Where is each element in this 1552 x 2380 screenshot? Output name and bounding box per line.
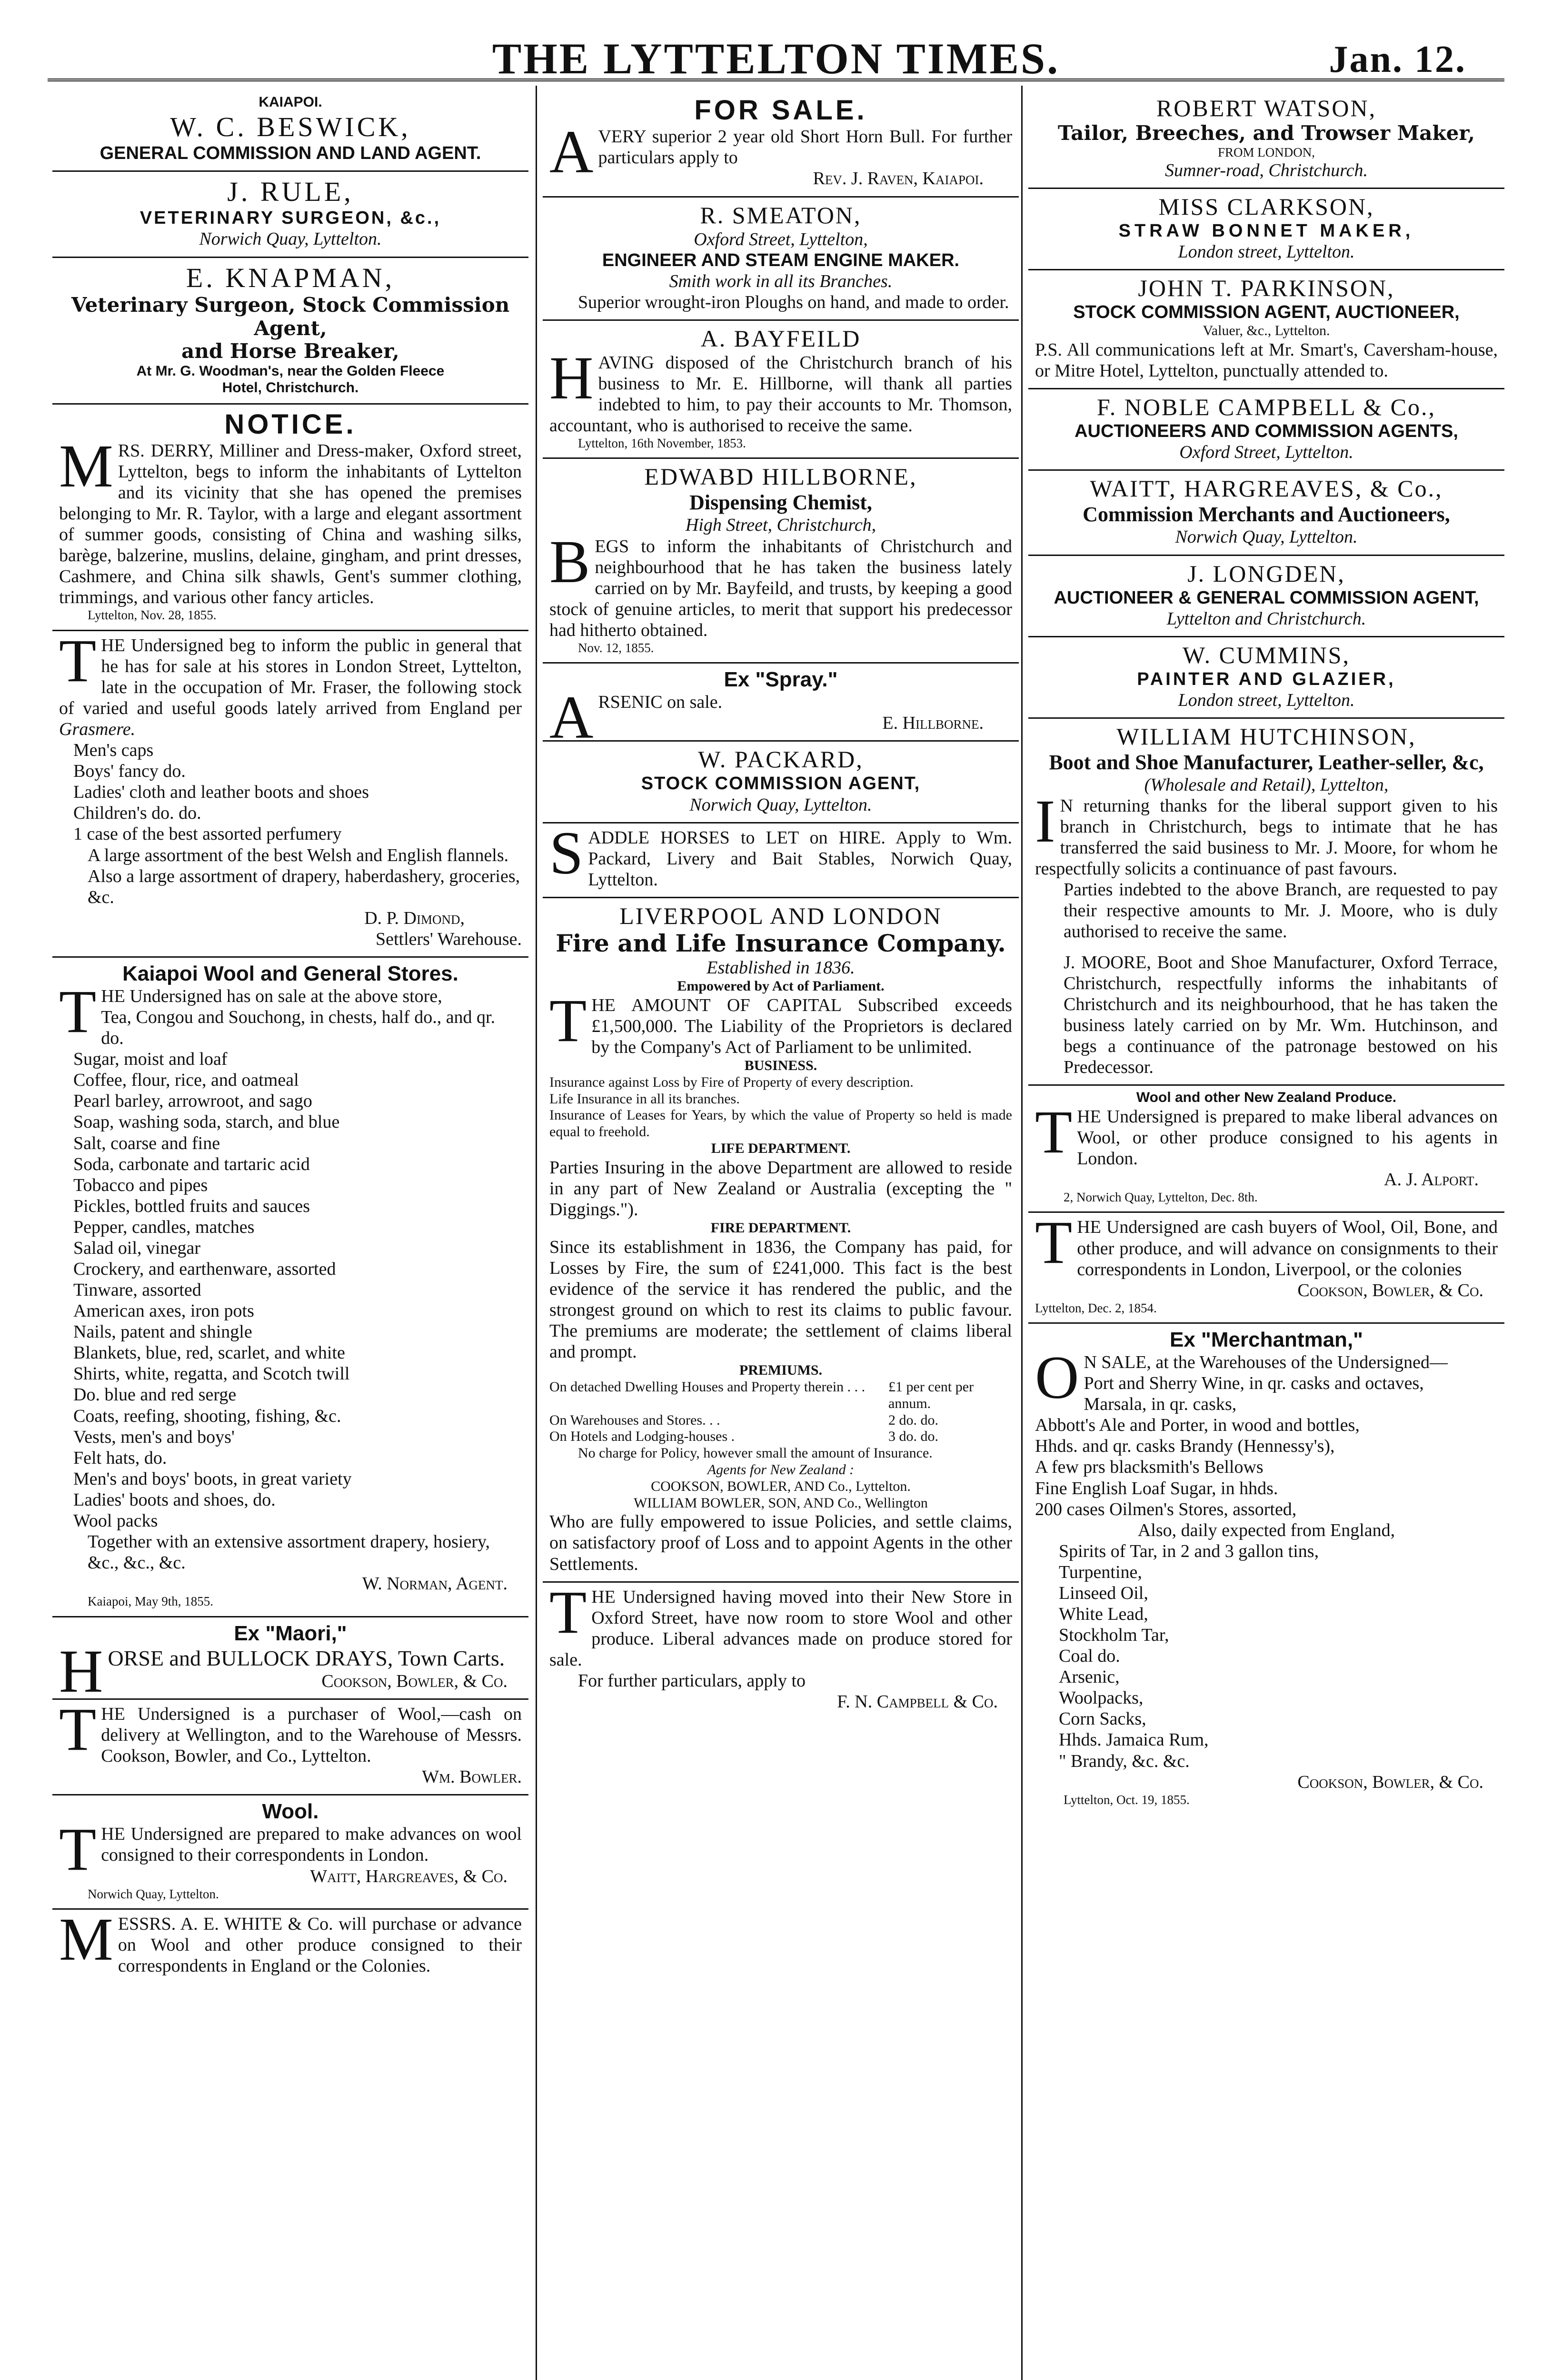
section-heading: BUSINESS. bbox=[744, 1057, 817, 1073]
ad-body: No charge for Policy, however small the amount of Insurance. bbox=[578, 1445, 933, 1461]
column-3 bbox=[1028, 90, 1504, 2380]
ad-address: At Mr. G. Woodman's, near the Golden Fleece bbox=[136, 363, 445, 379]
ad-address: Norwich Quay, Lyttelton. bbox=[88, 1886, 219, 1901]
ad-heading: Wool. bbox=[262, 1800, 319, 1824]
list-item: Vests, men's and boys' bbox=[73, 1427, 235, 1447]
ad-body: Since its establishment in 1836, the Company has paid, for Losses by Fire, the sum of £241,000. This fact is the best evidence of the service it has rendered the public, and the strongest ground on which to rest its claims to public favour. The premiums are moderate; the settlement of claims liberal and prompt. bbox=[549, 1237, 1012, 1362]
ad-body: THE Undersigned has on sale at the above store, bbox=[59, 977, 442, 1045]
ad-name: JOHN T. PARKINSON, bbox=[1138, 275, 1395, 302]
ad-signature: Settlers' Warehouse. bbox=[375, 929, 522, 949]
ad-signature: D. P. Dimond, bbox=[364, 908, 465, 928]
list-item: Nails, patent and shingle bbox=[73, 1322, 252, 1342]
ad-place: KAIAPOI. bbox=[259, 94, 322, 110]
ad-address: Norwich Quay, Lyttelton. bbox=[1175, 527, 1358, 547]
ad-name: WAITT, HARGREAVES, & Co., bbox=[1090, 475, 1443, 502]
list-item: Soda, carbonate and tartaric acid bbox=[73, 1154, 310, 1174]
ad-signature: F. N. Campbell & Co. bbox=[837, 1692, 998, 1712]
list-item: Blankets, blue, red, scarlet, and white bbox=[73, 1343, 345, 1363]
ad-derry bbox=[52, 405, 528, 631]
ad-name: F. NOBLE CAMPBELL & Co., bbox=[1096, 394, 1436, 421]
ad-heading: NOTICE. bbox=[224, 408, 357, 440]
ad-insurance bbox=[543, 898, 1019, 1583]
ad-body: HAVING disposed of the Christchurch branch of his business to Mr. E. Hillborne, will thank all parties indebted to him, to pay their accounts to Mr. Thomson, accountant, who is authorised to receive the same. bbox=[549, 344, 1012, 436]
newspaper-title: THE LYTTELTON TIMES. bbox=[492, 34, 1060, 83]
ad-body: Who are fully empowered to issue Policies, and settle claims, on satisfactory proof of Loss and to appoint Agents in the other Settlements. bbox=[549, 1512, 1012, 1574]
ad-body: For further particulars, apply to bbox=[578, 1670, 806, 1691]
premium-rate: £1 per cent per annum. bbox=[888, 1379, 974, 1411]
list-item: Corn Sacks, bbox=[1059, 1709, 1146, 1729]
ad-body: THE Undersigned are cash buyers of Wool, Oil, Bone, and other produce, and will advance on consignments to their correspondents in London, Liverpool, or the colonies bbox=[1035, 1209, 1498, 1279]
ad-clarkson bbox=[1028, 189, 1504, 270]
ad-body: BEGS to inform the inhabitants of Christchurch and neighbourhood that he has taken the business lately carried on by Mr. Bayfeild, and trusts, by keeping a good stock of genuine articles, to merit that support his predecessor had hitherto obtained. bbox=[549, 527, 1012, 640]
ad-title: Tailor, Breeches, and Trowser Maker, bbox=[1057, 121, 1475, 145]
ad-title: ENGINEER AND STEAM ENGINE MAKER. bbox=[602, 250, 960, 270]
list-item: Coal do. bbox=[1059, 1646, 1120, 1666]
list-item: Boys' fancy do. bbox=[73, 761, 186, 782]
ad-title: PAINTER AND GLAZIER, bbox=[1137, 669, 1396, 689]
ad-name: WILLIAM HUTCHINSON, bbox=[1116, 723, 1416, 750]
goods-list bbox=[59, 740, 522, 844]
ad-name: LIVERPOOL AND LONDON bbox=[619, 902, 942, 929]
ad-name: J. RULE, bbox=[227, 176, 354, 208]
ad-saddle-horses bbox=[543, 819, 1019, 898]
column-rule bbox=[1021, 86, 1023, 2380]
ad-act: Empowered by Act of Parliament. bbox=[677, 978, 885, 994]
ad-body: THE Undersigned is prepared to make liberal advances on Wool, or other produce consigned to his agents in London. bbox=[1035, 1098, 1498, 1169]
ad-body: ARSENIC on sale. bbox=[549, 684, 723, 752]
ad-noble-campbell bbox=[1028, 389, 1504, 471]
premium-row bbox=[549, 1412, 1012, 1429]
ad-title: STRAW BONNET MAKER, bbox=[1118, 221, 1414, 241]
ad-bayfeild bbox=[543, 321, 1019, 459]
ad-address: High Street, Christchurch, bbox=[685, 515, 876, 536]
ad-signature: A. J. Alport. bbox=[1384, 1170, 1479, 1190]
ad-address: Lyttelton and Christchurch. bbox=[1166, 608, 1366, 629]
ad-body: Insurance against Loss by Fire of Property of every description. bbox=[549, 1074, 914, 1090]
agent-name: WILLIAM BOWLER, SON, AND Co., Wellington bbox=[634, 1495, 928, 1511]
ad-title: STOCK COMMISSION AGENT, AUCTIONEER, bbox=[1073, 302, 1460, 323]
list-item: Arsenic, bbox=[1059, 1667, 1120, 1687]
ad-waitt bbox=[1028, 471, 1504, 555]
list-item: Salt, coarse and fine bbox=[73, 1133, 220, 1153]
list-item: Pearl barley, arrowroot, and sago bbox=[73, 1091, 312, 1111]
premium-label: On Warehouses and Stores. . . bbox=[549, 1412, 720, 1428]
list-item: Stockholm Tar, bbox=[1059, 1625, 1169, 1646]
premium-row bbox=[549, 1379, 1012, 1412]
ad-subtitle: Smith work in all its Branches. bbox=[669, 271, 893, 291]
agent-name: COOKSON, BOWLER, AND Co., Lyttelton. bbox=[651, 1478, 911, 1494]
ad-heading: Ex "Maori," bbox=[234, 1621, 347, 1645]
ad-date: Lyttelton, Nov. 28, 1855. bbox=[88, 608, 217, 623]
ad-parkinson bbox=[1028, 270, 1504, 389]
ad-signature: E. Hillborne. bbox=[882, 713, 984, 734]
ad-date: Lyttelton, Dec. 2, 1854. bbox=[1035, 1300, 1157, 1315]
ad-hutchinson bbox=[1028, 719, 1504, 1086]
premium-row bbox=[549, 1428, 1012, 1445]
ad-signature: Wm. Bowler. bbox=[422, 1767, 522, 1787]
list-item: Children's do. do. bbox=[73, 803, 201, 823]
list-item: American axes, iron pots bbox=[73, 1301, 254, 1321]
ad-date: Lyttelton, Oct. 19, 1855. bbox=[1064, 1792, 1190, 1807]
ad-body: THE Undersigned having moved into their New Store in Oxford Street, have now room to store Wool and other produce. Liberal advances made on produce stored for sale. bbox=[549, 1578, 1012, 1670]
ad-name: R. SMEATON, bbox=[700, 201, 862, 228]
ad-signature: Rev. J. Raven, Kaiapoi. bbox=[813, 169, 984, 189]
masthead bbox=[48, 14, 1504, 86]
ad-date: Nov. 12, 1855. bbox=[578, 640, 654, 655]
list-item: Fine English Loaf Sugar, in hhds. bbox=[1035, 1478, 1278, 1498]
ad-name: EDWABD HILLBORNE, bbox=[644, 463, 917, 490]
list-item: Salad oil, vinegar bbox=[73, 1238, 200, 1258]
column-rule bbox=[536, 86, 537, 2380]
ad-title: GENERAL COMMISSION AND LAND AGENT. bbox=[99, 143, 481, 164]
ad-title: Boot and Shoe Manufacturer, Leather-seller, &c, bbox=[1049, 750, 1484, 774]
ad-subtitle: Valuer, &c., Lyttelton. bbox=[1203, 323, 1330, 339]
ad-address: Hotel, Christchurch. bbox=[222, 379, 359, 396]
ad-body: Also, daily expected from England, bbox=[1137, 1520, 1395, 1540]
ad-name: J. LONGDEN, bbox=[1187, 560, 1345, 587]
list-item: Pepper, candles, matches bbox=[73, 1217, 255, 1237]
ad-wool bbox=[52, 1795, 528, 1910]
list-item: Men's caps bbox=[73, 740, 154, 761]
ad-name: W. PACKARD, bbox=[698, 746, 864, 773]
ad-heading: Ex "Merchantman," bbox=[1169, 1328, 1363, 1352]
list-item: Turpentine, bbox=[1059, 1562, 1142, 1582]
list-item: " Brandy, &c. &c. bbox=[1059, 1751, 1190, 1771]
ad-address: Oxford Street, Lyttelton, bbox=[694, 229, 868, 249]
ad-cookson bbox=[1028, 1209, 1504, 1324]
ad-body: THE Undersigned is a purchaser of Wool,—cash on delivery at Wellington, and to the Warehouse of Messrs. Cookson, Bowler, and Co., Lyttelton. bbox=[59, 1696, 522, 1766]
premium-rate: 3 do. do. bbox=[888, 1428, 938, 1445]
ad-white bbox=[52, 1905, 528, 1983]
list-item: Hhds. and qr. casks Brandy (Hennessy's), bbox=[1035, 1436, 1335, 1457]
ad-for-sale bbox=[543, 90, 1019, 198]
list-item: Felt hats, do. bbox=[73, 1448, 167, 1468]
ad-name: E. KNAPMAN, bbox=[186, 262, 395, 293]
ad-body: Superior wrought-iron Ploughs on hand, and made to order. bbox=[578, 292, 1009, 312]
ad-subtitle: FROM LONDON, bbox=[1217, 145, 1315, 159]
ad-date: Lyttelton, 16th November, 1853. bbox=[578, 436, 746, 451]
list-item: Men's and boys' boots, in great variety bbox=[73, 1468, 352, 1489]
ad-date: Kaiapoi, May 9th, 1855. bbox=[88, 1594, 213, 1609]
list-item: Port and Sherry Wine, in qr. casks and octaves, bbox=[1084, 1373, 1424, 1394]
ad-body: THE Undersigned are prepared to make advances on wool consigned to their correspondents in London. bbox=[59, 1815, 522, 1884]
list-item: White Lead, bbox=[1059, 1604, 1148, 1625]
ad-body: Parties Insuring in the above Department are allowed to reside in any part of New Zealand or Australia (excepting the " Diggings."). bbox=[549, 1157, 1012, 1220]
ad-heading: Kaiapoi Wool and General Stores. bbox=[122, 962, 458, 985]
ad-name: W. C. BESWICK, bbox=[170, 111, 411, 142]
list-item: Linseed Oil, bbox=[1059, 1583, 1148, 1603]
ad-campbell-store bbox=[543, 1578, 1019, 1719]
list-item: Ladies' cloth and leather boots and shoes bbox=[73, 782, 369, 803]
ad-body: Insurance of Leases for Years, by which the value of Property so held is made equal to freehold. bbox=[549, 1107, 1012, 1140]
ad-title: VETERINARY SURGEON, &c., bbox=[139, 208, 441, 228]
list-item: Do. blue and red serge bbox=[73, 1385, 237, 1405]
section-heading: PREMIUMS. bbox=[739, 1362, 823, 1378]
ad-established: Established in 1836. bbox=[706, 957, 855, 978]
ad-body: MRS. DERRY, Milliner and Dress-maker, Oxford street, Lyttelton, begs to inform the inhabitants of Lyttelton and its vicinity that she has opened the premises belonging to Mr. R. Taylor, with a large and elegant assortment of summer goods, consisting of China and washing silks, barège, balzerine, muslins, delaine, gingham, and print dresses, Cashmere, and China silk shawls, Gent's summer clothing, trimmings, and various other fancy articles. bbox=[59, 432, 522, 608]
premium-rate: 2 do. do. bbox=[888, 1412, 938, 1428]
ad-body: HORSE and BULLOCK DRAYS, Town Carts. bbox=[59, 1637, 505, 1705]
ad-packard bbox=[543, 742, 1019, 823]
ad-heading: FOR SALE. bbox=[694, 95, 867, 126]
list-item: Tea, Congou and Souchong, in chests, half do., and qr. do. bbox=[101, 1007, 496, 1049]
issue-date: Jan. 12. bbox=[1329, 39, 1466, 80]
ad-signature: Cookson, Bowler, & Co. bbox=[1297, 1280, 1483, 1300]
ad-merchantman bbox=[1028, 1324, 1504, 1814]
ad-body: Together with an extensive assortment drapery, hosiery, &c., &c., &c. bbox=[88, 1532, 490, 1573]
ad-subtitle: (Wholesale and Retail), Lyttelton, bbox=[1144, 774, 1389, 795]
ad-body: MESSRS. A. E. WHITE & Co. will purchase or advance on Wool and other produce consigned to their correspondents in England or the Colonies. bbox=[59, 1905, 522, 1976]
ad-longden bbox=[1028, 556, 1504, 637]
ad-title: AUCTIONEER & GENERAL COMMISSION AGENT, bbox=[1054, 587, 1479, 608]
list-item: Ladies' boots and shoes, do. bbox=[73, 1489, 276, 1510]
ad-watson bbox=[1028, 90, 1504, 189]
list-item: Wool packs bbox=[73, 1510, 158, 1531]
ad-body: IN returning thanks for the liberal support given to his branch in Christchurch, begs to intimate that he has transferred the said business to Mr. J. Moore, for whom he respectfully solicits a continuance of past favours. bbox=[1035, 787, 1498, 879]
ad-name: MISS CLARKSON, bbox=[1158, 193, 1374, 220]
ad-address: Oxford Street, Lyttelton. bbox=[1179, 442, 1353, 463]
premium-label: On Hotels and Lodging-houses . bbox=[549, 1428, 735, 1445]
ad-address: 2, Norwich Quay, Lyttelton, Dec. 8th. bbox=[1064, 1190, 1258, 1205]
ad-title: Commission Merchants and Auctioneers, bbox=[1083, 503, 1450, 526]
list-item: Woolpacks, bbox=[1059, 1688, 1144, 1708]
ad-body: J. MOORE, Boot and Shoe Manufacturer, Oxford Terrace, Christchurch, respectfully informs the inhabitants of Christchurch and its neighbourhood, that he has taken the business lately carried on by Mr. Wm. Hutchinson, and begs a continuance of the patronage bestowed on his Predecessor. bbox=[1064, 952, 1498, 1077]
ad-name: W. CUMMINS, bbox=[1182, 641, 1351, 668]
ad-name: A. BAYFEILD bbox=[700, 325, 861, 352]
list-item: Coffee, flour, rice, and oatmeal bbox=[73, 1070, 299, 1091]
ad-title: and Horse Breaker, bbox=[181, 339, 399, 363]
section-heading: FIRE DEPARTMENT. bbox=[710, 1220, 851, 1236]
ad-body: Life Insurance in all its branches. bbox=[549, 1091, 740, 1107]
ad-address: London street, Lyttelton. bbox=[1178, 242, 1355, 262]
ad-address: Norwich Quay, Lyttelton. bbox=[689, 794, 872, 815]
goods-list bbox=[1035, 1373, 1498, 1520]
list-item: Abbott's Ale and Porter, in wood and bottles, bbox=[1035, 1415, 1360, 1436]
list-item: Hhds. Jamaica Rum, bbox=[1059, 1730, 1209, 1750]
ad-rule bbox=[52, 172, 528, 258]
list-item: 200 cases Oilmen's Stores, assorted, bbox=[1035, 1499, 1297, 1519]
goods-list bbox=[59, 1007, 522, 1531]
ad-spray bbox=[543, 664, 1019, 752]
ad-body: THE Undersigned beg to inform the public in general that he has for sale at his stores in London Street, Lyttelton, late in the occupation of Mr. Fraser, the following stock of varied and useful goods lately arrived from England per bbox=[59, 626, 522, 719]
ad-body: P.S. All communications left at Mr. Smart's, Caversham-house, or Mitre Hotel, Lyttelton, punctually attended to. bbox=[1035, 340, 1498, 381]
list-item: Coats, reefing, shooting, fishing, &c. bbox=[73, 1406, 341, 1426]
list-item: Tinware, assorted bbox=[73, 1280, 201, 1300]
ad-body: Also a large assortment of drapery, haberdashery, groceries, &c. bbox=[88, 866, 520, 907]
list-item: Spirits of Tar, in 2 and 3 gallon tins, bbox=[1059, 1541, 1319, 1561]
ad-body: AVERY superior 2 year old Short Horn Bull. For further particulars apply to bbox=[549, 118, 1012, 186]
ad-title: STOCK COMMISSION AGENT, bbox=[641, 774, 921, 794]
ad-title: Veterinary Surgeon, Stock Commission Agent, bbox=[71, 293, 510, 340]
list-item: A few prs blacksmith's Bellows bbox=[1035, 1457, 1263, 1478]
ad-name: ROBERT WATSON, bbox=[1156, 95, 1377, 121]
ad-body: THE AMOUNT OF CAPITAL Subscribed exceeds £1,500,000. The Liability of the Proprietors is declared by the Company's Act of Parliament to be unlimited. bbox=[549, 986, 1012, 1057]
ad-smeaton bbox=[543, 198, 1019, 321]
column-2 bbox=[543, 90, 1019, 2380]
list-item: Tobacco and pipes bbox=[73, 1175, 208, 1195]
list-item: Crockery, and earthenware, assorted bbox=[73, 1259, 336, 1279]
ad-heading: Wool and other New Zealand Produce. bbox=[1136, 1090, 1397, 1105]
ad-beswick bbox=[52, 90, 528, 172]
ad-hillborne bbox=[543, 459, 1019, 664]
ad-address: London street, Lyttelton. bbox=[1178, 690, 1355, 710]
ad-body: A large assortment of the best Welsh and English flannels. bbox=[88, 845, 509, 865]
ad-body: ON SALE, at the Warehouses of the Undersigned— bbox=[1035, 1344, 1448, 1412]
list-item: Shirts, white, regatta, and Scotch twill bbox=[73, 1364, 350, 1384]
ad-signature: Cookson, Bowler, & Co. bbox=[321, 1671, 507, 1691]
ad-maori bbox=[52, 1617, 528, 1705]
list-item: Pickles, bottled fruits and sauces bbox=[73, 1196, 310, 1216]
section-heading: Agents for New Zealand : bbox=[707, 1462, 855, 1478]
list-item: 1 case of the best assorted perfumery bbox=[73, 824, 342, 844]
column-1 bbox=[52, 90, 528, 2380]
ad-signature: Waitt, Hargreaves, & Co. bbox=[310, 1866, 507, 1886]
ad-bowler bbox=[52, 1696, 528, 1795]
list-item: Soap, washing soda, starch, and blue bbox=[73, 1112, 340, 1132]
ad-heading: Ex "Spray." bbox=[724, 668, 838, 692]
ad-cummins bbox=[1028, 637, 1504, 719]
list-item: Sugar, moist and loaf bbox=[73, 1049, 228, 1070]
premium-label: On detached Dwelling Houses and Property therein . . . bbox=[549, 1379, 866, 1395]
ad-knapman bbox=[52, 258, 528, 405]
ad-address: Sumner-road, Christchurch. bbox=[1164, 160, 1368, 181]
ad-alport bbox=[1028, 1086, 1504, 1213]
ad-dimond bbox=[52, 626, 528, 958]
masthead-rule bbox=[48, 79, 1504, 81]
ad-title: AUCTIONEERS AND COMMISSION AGENTS, bbox=[1074, 421, 1458, 442]
ad-body: Parties indebted to the above Branch, are requested to pay their respective amounts to Mr. J. Moore, who is duly authorised to receive the same. bbox=[1064, 880, 1498, 942]
list-item: Marsala, in qr. casks, bbox=[1084, 1394, 1237, 1415]
section-heading: LIFE DEPARTMENT. bbox=[711, 1140, 851, 1156]
ship-name: Grasmere. bbox=[59, 719, 136, 740]
goods-list bbox=[1035, 1541, 1498, 1772]
ad-signature: W. Norman, Agent. bbox=[362, 1574, 507, 1594]
ad-title: Fire and Life Insurance Company. bbox=[556, 929, 1006, 957]
ad-signature: Cookson, Bowler, & Co. bbox=[1297, 1772, 1483, 1792]
ad-address: Norwich Quay, Lyttelton. bbox=[199, 229, 382, 249]
ad-kaiapoi-stores bbox=[52, 958, 528, 1617]
ad-title: Dispensing Chemist, bbox=[689, 491, 872, 515]
ad-body: SADDLE HORSES to LET on HIRE. Apply to Wm. Packard, Livery and Bait Stables, Norwich Quay, Lyttelton. bbox=[549, 819, 1012, 890]
